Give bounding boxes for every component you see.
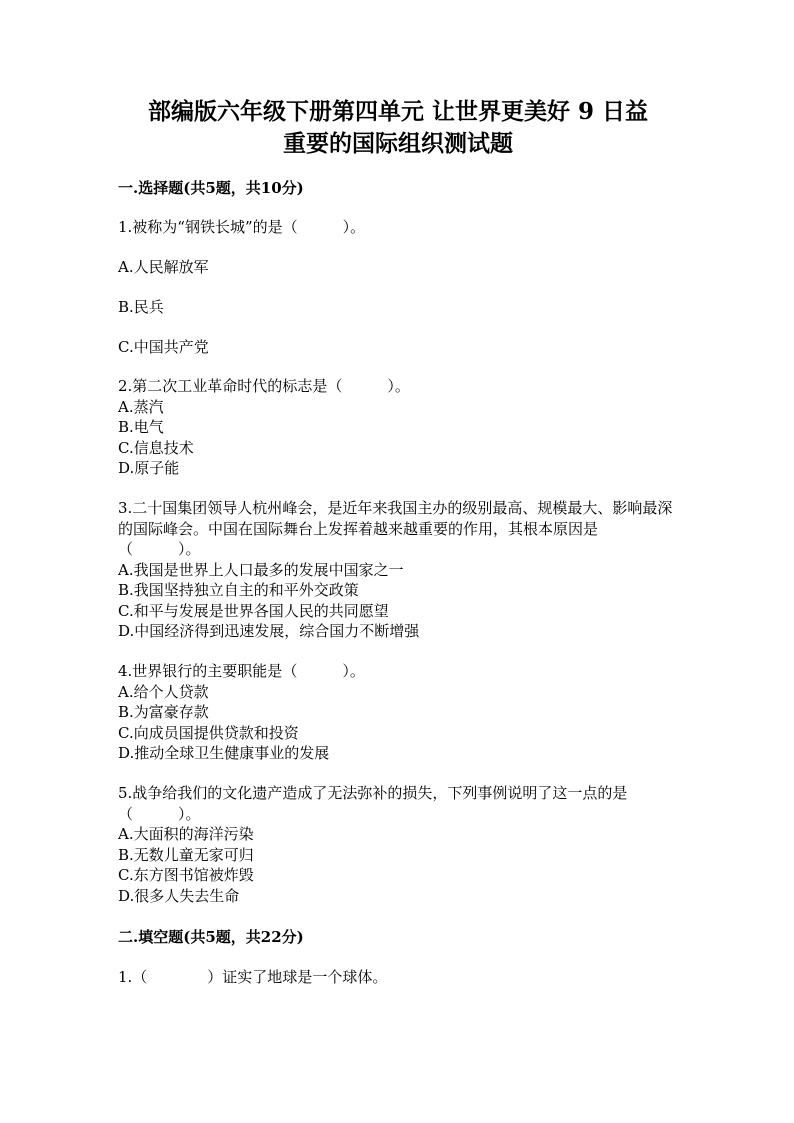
question-5-options [118,824,254,906]
question-5-stem: 5.战争给我们的文化遗产造成了无法弥补的损失，下列事例说明了这一点的是（ ）。 [118,784,628,823]
question-1-stem: 1.被称为“钢铁长城”的是（ ）。 [118,218,366,236]
title-line-2: 重要的国际组织测试题 [283,130,513,157]
question-1-option-c: C.中国共产党 [118,338,209,356]
question-2-option-c: C.信息技术 [118,438,194,457]
question-2-option-d: D.原子能 [118,459,180,477]
question-3-option-a: A.我国是世界上人口最多的发展中国家之一 [118,560,404,579]
question-3-option-d: D.中国经济得到迅速发展，综合国力不断增强 [118,622,420,640]
question-5-option-a: A.大面积的海洋污染 [118,825,254,843]
question-4-option-b: B.为富豪存款 [118,703,209,721]
question-1-option-b: B.民兵 [118,298,164,316]
question-4-stem: 4.世界银行的主要职能是（ ）。 [118,662,365,680]
question-4-options [118,682,329,764]
question-5-option-d: D.很多人失去生命 [118,886,240,905]
question-2-option-b: B.电气 [118,418,164,436]
question-3-option-c: C.和平与发展是世界各国人民的共同愿望 [118,601,389,620]
title-line-1: 部编版六年级下册第四单元 让世界更美好 9 日益 [147,98,649,125]
question-2-options [118,397,194,479]
question-3-stem: 3.二十国集团领导人杭州峰会，是近年来我国主办的级别最高、规模最大、影响最深的国际峰会。中国在国际舞台上发挥着越来越重要的作用，其根本原因是（ ）。 [118,499,673,558]
section-heading-choice: 一.选择题(共5题，共10分) [118,179,304,197]
question-1-option-a: A.人民解放军 [118,258,209,276]
section-heading-fill: 二.填空题(共5题，共22分) [118,928,304,946]
question-3-option-b: B.我国坚持独立自主的和平外交政策 [118,581,359,599]
fill-question-1-stem: 1.（ ）证实了地球是一个球体。 [118,968,388,986]
document-title [118,96,678,160]
question-4-option-d: D.推动全球卫生健康事业的发展 [118,744,330,762]
question-4-option-c: C.向成员国提供贷款和投资 [118,723,299,742]
question-3-options [118,560,419,642]
question-2-stem: 2.第二次工业革命时代的标志是（ ）。 [118,377,410,395]
question-4-option-a: A.给个人贷款 [118,682,209,701]
question-5-option-b: B.无数儿童无家可归 [118,845,254,864]
question-2-option-a: A.蒸汽 [118,397,164,416]
question-5-option-c: C.东方图书馆被炸毁 [118,866,254,884]
